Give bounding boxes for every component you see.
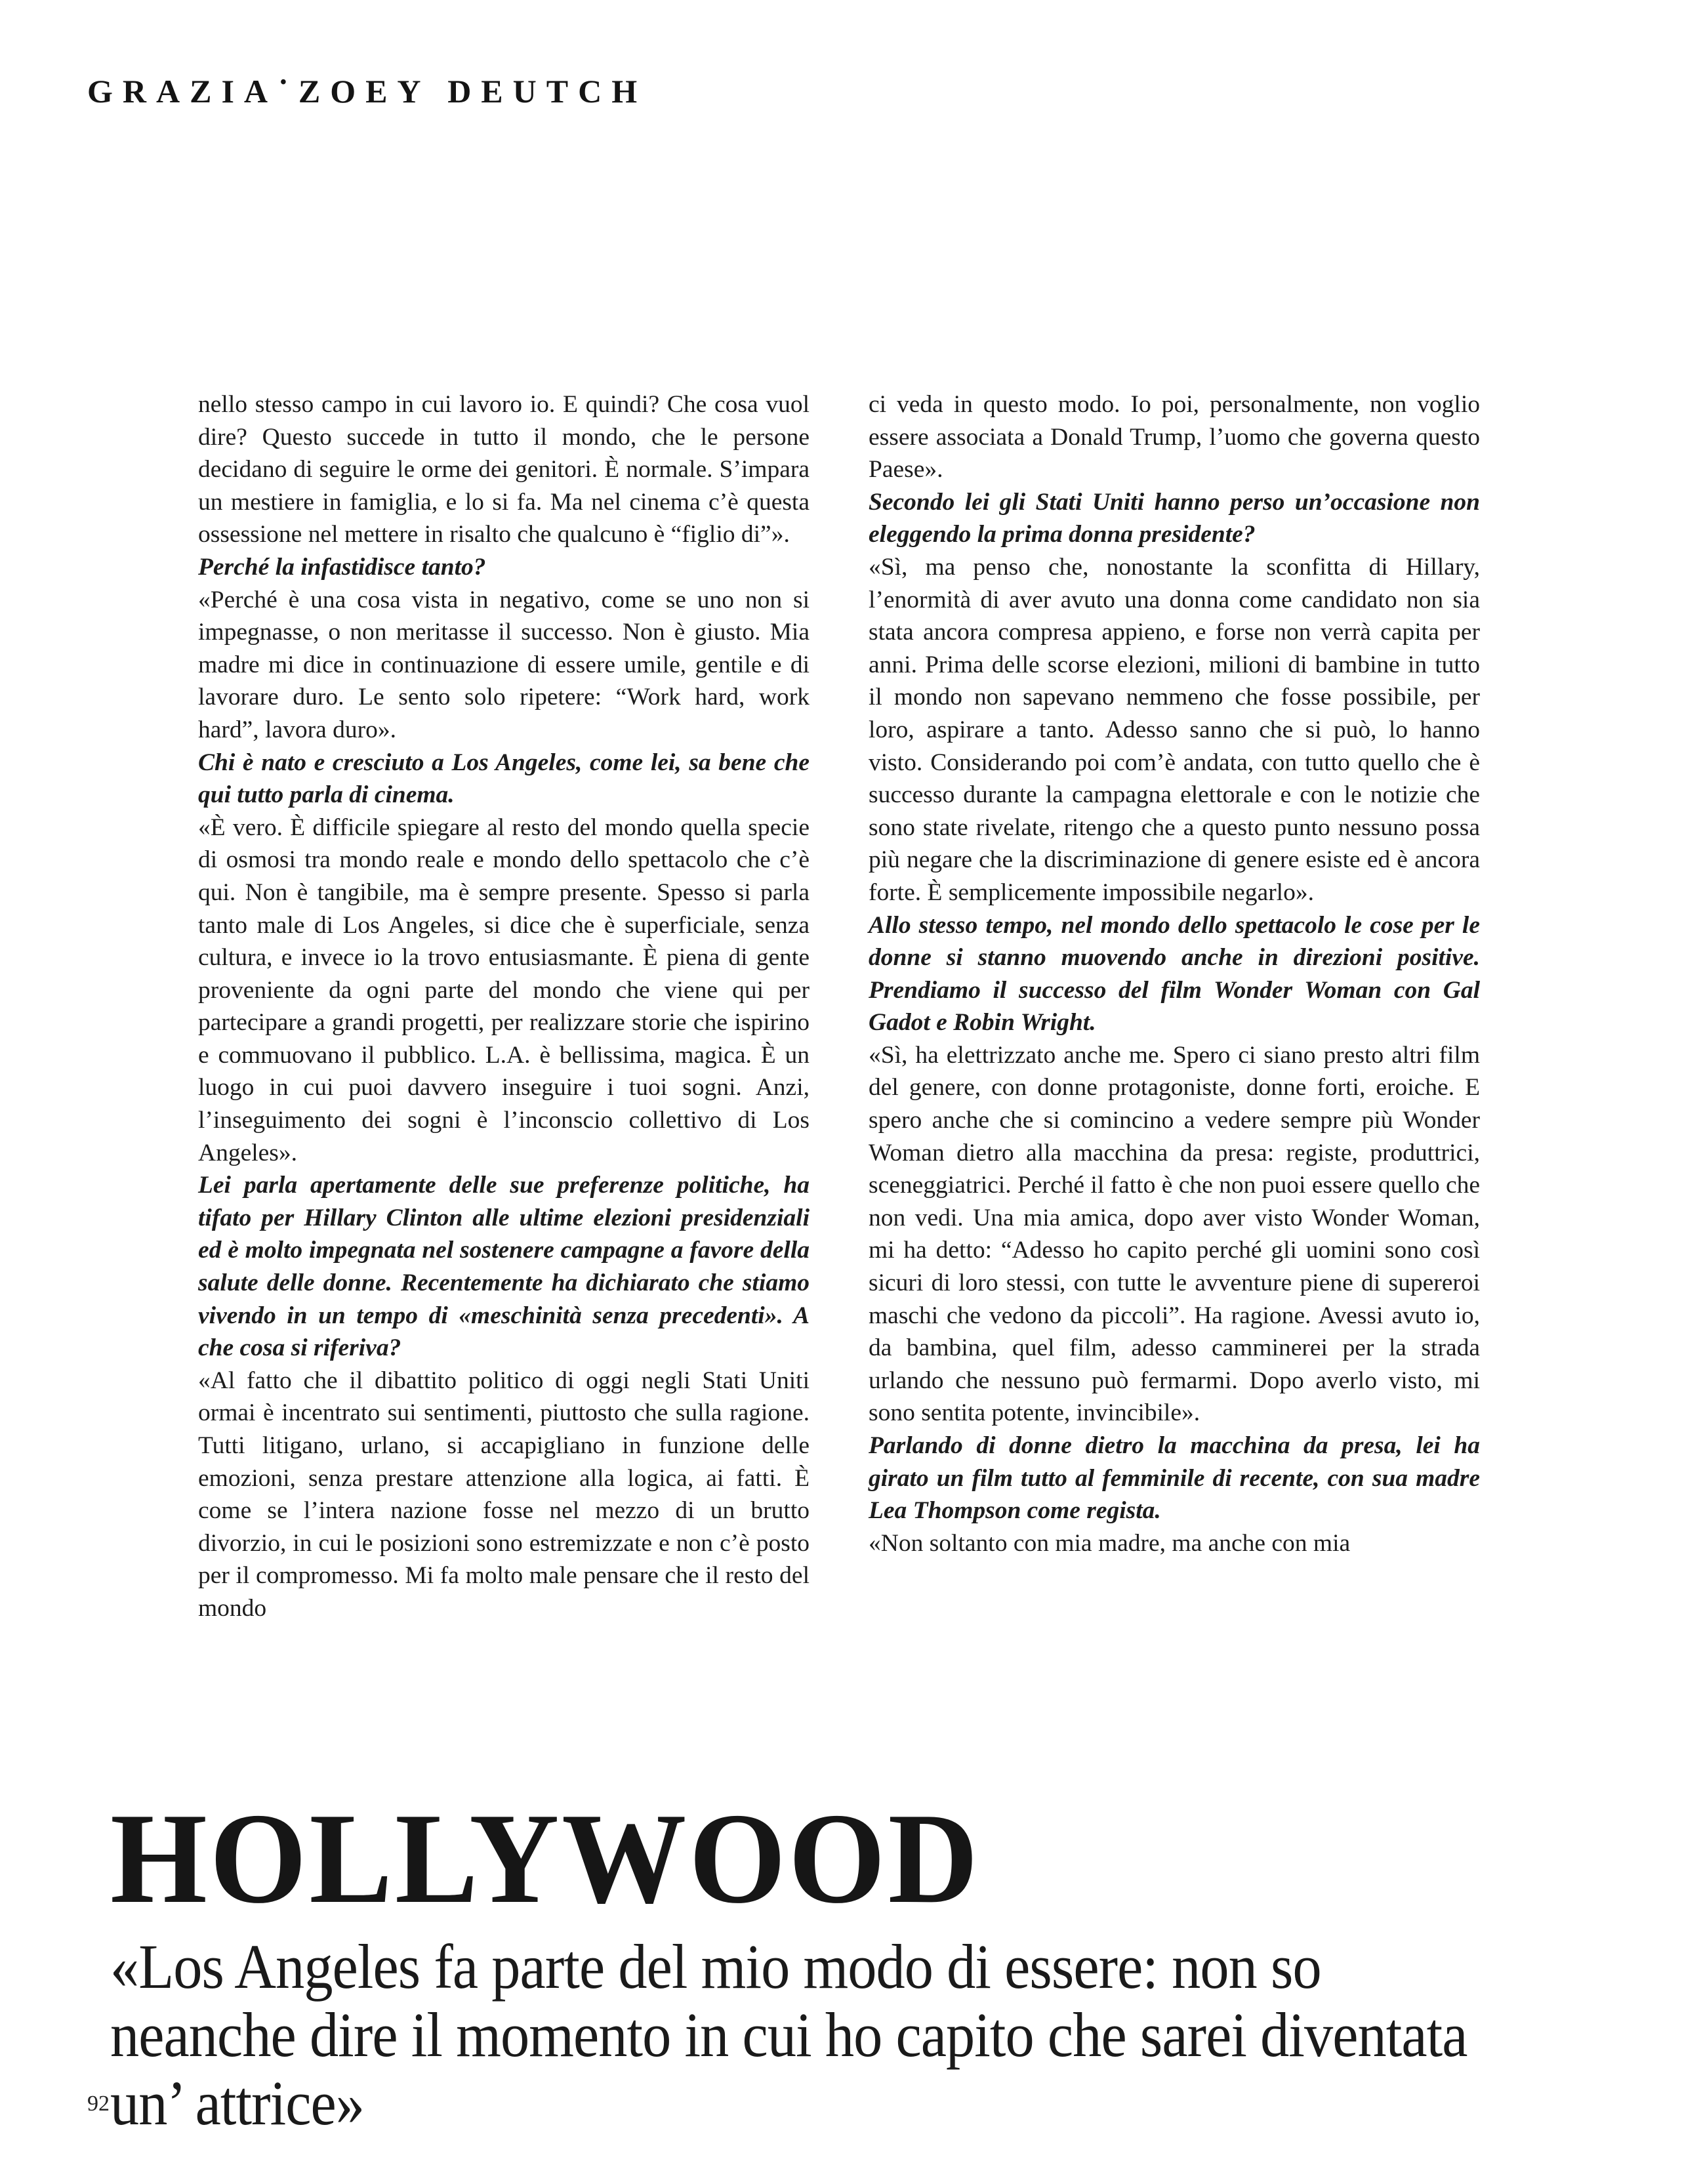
- section-headline: HOLLYWOOD: [110, 1786, 981, 1930]
- interview-answer: «È vero. È difficile spiegare al resto del mondo quella specie di osmosi tra mondo reale e mondo dello spettacolo che c’è qui. Non è tangibile, ma è sempre presente. Spesso si parla tanto male di Los Angeles, si dice che è superficiale, senza cultura, e invece io la trovo entusiasmante. È piena di gente proveniente da ogni parte del mondo che viene qui per partecipare a grandi progetti, per realizzare storie che ispirino e commuovano il pubblico. L.A. è bellissima, magica. È un luogo in cui puoi davvero inseguire i tuoi sogni. Anzi, l’inseguimento dei sogni è l’inconscio collettivo di Los Angeles».: [198, 814, 810, 1166]
- pull-quote: «Los Angeles fa parte del mio modo di essere: non so neanche dire il momento in cui ho capito che sarei diventata un’ attrice»: [110, 1931, 1467, 2138]
- interview-question: Parlando di donne dietro la macchina da presa, lei ha girato un film tutto al femminile di recente, con sua madre Lea Thompson come regista.: [869, 1432, 1480, 1525]
- page-number: 92: [87, 2091, 110, 2116]
- interview-answer: «Perché è una cosa vista in negativo, come se uno non si impegnasse, o non meritasse il successo. Non è giusto. Mia madre mi dice in continuazione di essere umile, gentile e di lavorare duro. Le sento solo ripetere: “Work hard, work hard”, lavora duro».: [198, 586, 810, 743]
- masthead-brand: GRAZIA: [87, 73, 278, 110]
- interview-question: Secondo lei gli Stati Uniti hanno perso un’occasione non eleggendo la prima donna presidente?: [869, 488, 1480, 548]
- interview-question: Perché la infastidisce tanto?: [198, 553, 486, 581]
- interview-answer: «Sì, ha elettrizzato anche me. Spero ci siano presto altri film del genere, con donne protagoniste, donne forti, eroiche. E spero anche che si comincino a vedere sempre più Wonder Woman dietro alla macchina da presa: registe, produttrici, sceneggiatrici. Perché il fatto è che non puoi essere quello che non vedi. Una mia amica, dopo aver visto Wonder Woman, mi ha detto: “Adesso ho capito perché gli uomini sono così sicuri di loro stessi, con tutte le avventure piene di supereroi maschi che vedono da piccoli”. Ha ragione. Avessi avuto io, da bambina, quel film, adesso camminerei per la strada urlando che nessuno può fermarmi. Dopo averlo visto, mi sono sentita potente, invincibile».: [869, 1041, 1480, 1427]
- interview-answer: «Sì, ma penso che, nonostante la sconfitta di Hillary, l’enormità di aver avuto una donna come candidato non sia stata ancora compresa appieno, e forse non verrà capita per anni. Prima delle scorse elezioni, milioni di bambine in tutto il mondo non sapevano nemmeno che fosse possibile, per loro, aspirare a tanto. Adesso sanno che si può, lo hanno visto. Considerando poi com’è andata, con tutto quello che è successo durante la campagna elettorale e con le notizie che sono state rivelate, ritengo che a questo punto nessuno possa più negare che la discriminazione di genere esiste ed è ancora forte. È semplicemente impossibile negarlo».: [869, 553, 1480, 906]
- interview-answer: «Al fatto che il dibattito politico di oggi negli Stati Uniti ormai è incentrato sui sentimenti, piuttosto che sulla ragione. Tutti litigano, urlano, si accapigliano in funzione delle emozioni, senza prestare attenzione alla logica, ai fatti. È come se l’intera nazione fosse nel mezzo di un brutto divorzio, in cui le posizioni sono estremizzate e non c’è posto per il compromesso. Mi fa molto male pensare che il resto del mondo: [198, 1367, 810, 1622]
- interview-question: Allo stesso tempo, nel mondo dello spettacolo le cose per le donne si stanno muovendo anche in direzioni positive. Prendiamo il successo del film Wonder Woman con Gal Gadot e Robin Wright.: [869, 911, 1480, 1037]
- masthead: [87, 72, 647, 110]
- column-right: [869, 388, 1480, 1625]
- interview-question: Lei parla apertamente delle sue preferenze politiche, ha tifato per Hillary Clinton alle ultime elezioni presidenziali ed è molto impegnata nel sostenere campagne a favore della salute delle donne. Recentemente ha dichiarato che stiamo vivendo in un tempo di «meschinità senza precedenti». A che cosa si riferiva?: [198, 1172, 810, 1362]
- interview-question: Chi è nato e cresciuto a Los Angeles, come lei, sa bene che qui tutto parla di cinema.: [198, 749, 810, 809]
- bullet-separator-icon: •: [280, 72, 287, 93]
- interview-answer: «Non soltanto con mia madre, ma anche con mia: [869, 1529, 1351, 1557]
- masthead-section: ZOEY DEUTCH: [298, 73, 647, 110]
- column-left: [198, 388, 810, 1625]
- interview-answer: nello stesso campo in cui lavoro io. E quindi? Che cosa vuol dire? Questo succede in tutto il mondo, che le persone decidano di seguire le orme dei genitori. È normale. S’impara un mestiere in famiglia, e lo si fa. Ma nel cinema c’è questa ossessione nel mettere in risalto che qualcuno è “figlio di”».: [198, 391, 810, 548]
- footer-headline-block: [110, 1786, 1672, 2138]
- article-columns: [198, 388, 1480, 1625]
- interview-answer: ci veda in questo modo. Io poi, personalmente, non voglio essere associata a Donald Trump, l’uomo che governa questo Paese».: [869, 391, 1480, 484]
